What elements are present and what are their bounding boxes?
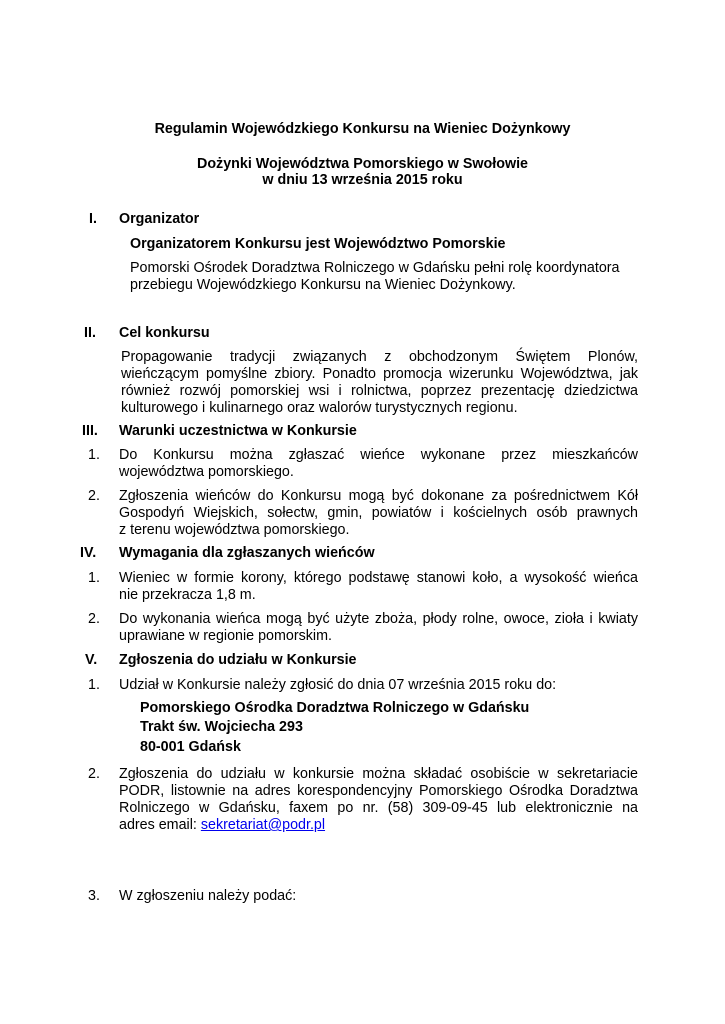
address-institution: Pomorskiego Ośrodka Doradztwa Rolniczego w Gdańsku bbox=[140, 700, 530, 716]
paragraph-line: kulturowego i kulinarnego oraz walorów turystycznych regionu. bbox=[121, 400, 518, 416]
section-4-item-1 bbox=[119, 570, 638, 604]
section-5-item-2-number: 2. bbox=[88, 766, 100, 782]
address-street: Trakt św. Wojciecha 293 bbox=[140, 719, 303, 735]
email-label: adres email: bbox=[119, 817, 201, 833]
paragraph-line: PODR, listownie na adres korespondencyjny Pomorskiego Ośrodka Doradztwa bbox=[119, 783, 638, 799]
document-date: w dniu 13 września 2015 roku bbox=[262, 172, 463, 188]
paragraph-line: Do Konkursu można zgłaszać wieńce wykonane przez mieszkańców bbox=[119, 447, 638, 463]
paragraph-line: również rozwój pomorskiej wsi i rolnictwa, poprzez prezentację dziedzictwa bbox=[121, 383, 638, 399]
address-city: 80-001 Gdańsk bbox=[140, 739, 241, 755]
section-5-item-3-text: W zgłoszeniu należy podać: bbox=[119, 888, 297, 904]
section-5-item-1-number: 1. bbox=[88, 677, 100, 693]
section-3-item-1-number: 1. bbox=[88, 447, 100, 463]
email-link[interactable]: sekretariat@podr.pl bbox=[200, 817, 326, 833]
section-1-number: I. bbox=[89, 211, 97, 227]
section-4-item-2 bbox=[119, 611, 638, 645]
section-2-paragraph bbox=[121, 349, 638, 417]
section-5-item-2 bbox=[119, 766, 638, 834]
section-3-number: III. bbox=[82, 423, 98, 439]
paragraph-line: z terenu województwa pomorskiego. bbox=[119, 522, 350, 538]
paragraph-line: Rolniczego w Gdańsku, faxem po nr. (58) 309-09-45 lub elektronicznie na bbox=[119, 800, 638, 816]
paragraph-line: Wieniec w formie korony, którego podstawę stanowi koło, a wysokość wieńca bbox=[119, 570, 638, 586]
section-5-number: V. bbox=[85, 652, 98, 668]
paragraph-line: Gospodyń Wiejskich, sołectw, gmin, powiatów i kościelnych osób prawnych bbox=[119, 505, 638, 521]
section-4-heading: Wymagania dla zgłaszanych wieńców bbox=[119, 545, 375, 561]
section-2-heading: Cel konkursu bbox=[119, 325, 210, 341]
section-5-item-1-text: Udział w Konkursie należy zgłosić do dnia 07 września 2015 roku do: bbox=[119, 677, 557, 693]
section-2-number: II. bbox=[84, 325, 96, 341]
section-1-paragraph-line: przebiegu Wojewódzkiego Konkursu na Wieniec Dożynkowy. bbox=[130, 277, 516, 293]
section-5-heading: Zgłoszenia do udziału w Konkursie bbox=[119, 652, 357, 668]
section-1-heading: Organizator bbox=[119, 211, 200, 227]
paragraph-line bbox=[119, 817, 638, 834]
section-1-paragraph-line: Pomorski Ośrodek Doradztwa Rolniczego w Gdańsku pełni rolę koordynatora bbox=[130, 260, 620, 276]
paragraph-line: Zgłoszenia wieńców do Konkursu mogą być dokonane za pośrednictwem Kół bbox=[119, 488, 638, 504]
document-title: Regulamin Wojewódzkiego Konkursu na Wieniec Dożynkowy bbox=[154, 121, 571, 137]
paragraph-line: Propagowanie tradycji związanych z obchodzonym Świętem Plonów, bbox=[121, 349, 638, 365]
paragraph-line: wieńczącym pomyślne zbiory. Ponadto promocja wizerunku Województwa, jak bbox=[121, 366, 638, 382]
section-4-item-1-number: 1. bbox=[88, 570, 100, 586]
section-3-item-2 bbox=[119, 488, 638, 539]
paragraph-line: Zgłoszenia do udziału w konkursie można składać osobiście w sekretariacie bbox=[119, 766, 638, 782]
paragraph-line: nie przekracza 1,8 m. bbox=[119, 587, 256, 603]
section-3-heading: Warunki uczestnictwa w Konkursie bbox=[119, 423, 357, 439]
section-3-item-1 bbox=[119, 447, 638, 481]
document-subtitle: Dożynki Województwa Pomorskiego w Swołowie bbox=[197, 156, 528, 172]
section-4-number: IV. bbox=[80, 545, 97, 561]
section-4-item-2-number: 2. bbox=[88, 611, 100, 627]
section-5-item-3-number: 3. bbox=[88, 888, 100, 904]
section-3-item-2-number: 2. bbox=[88, 488, 100, 504]
paragraph-line: województwa pomorskiego. bbox=[119, 464, 294, 480]
paragraph-line: uprawiane w regionie pomorskim. bbox=[119, 628, 332, 644]
paragraph-line: Do wykonania wieńca mogą być użyte zboża, płody rolne, owoce, zioła i kwiaty bbox=[119, 611, 638, 627]
section-1-organizer-line: Organizatorem Konkursu jest Województwo Pomorskie bbox=[130, 236, 506, 252]
